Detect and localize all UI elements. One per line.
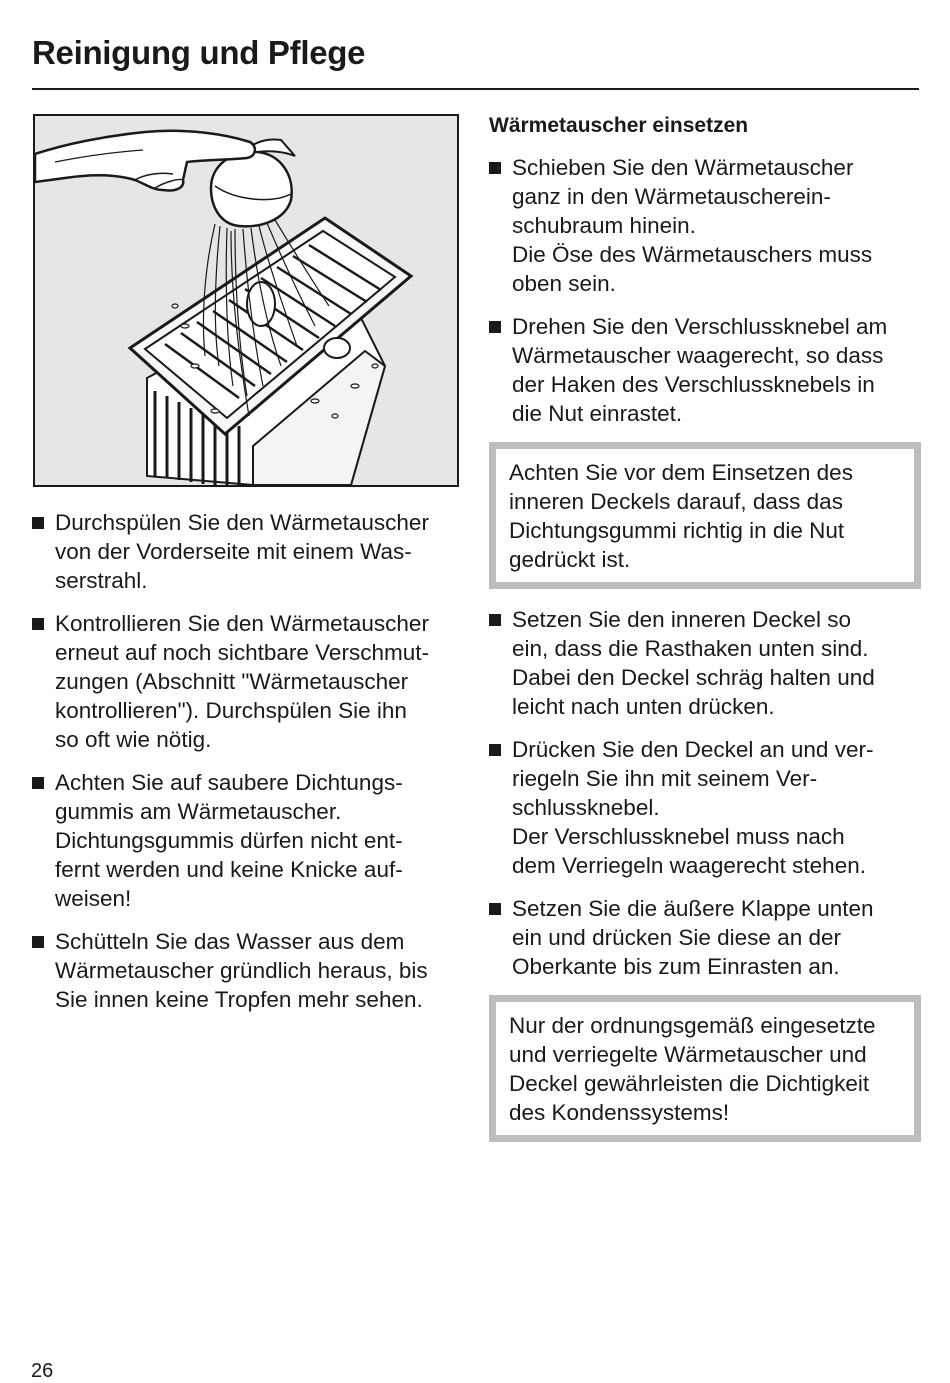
list-item: Drehen Sie den Verschlussknebel am Wärmetauscher waagerecht, so dass der Haken des Verschlussknebels in die Nut einrastet. [489, 312, 921, 428]
section-heading: Wärmetauscher einsetzen [489, 114, 749, 137]
list-item: Setzen Sie die äußere Klappe unten ein und drücken Sie diese an der Oberkante bis zum Einrasten an. [489, 894, 921, 981]
list-item: Drücken Sie den Deckel an und ver- riegeln Sie ihn mit seinem Ver- schlussknebel. Der Verschlussknebel muss nach dem Verriegeln waagerecht stehen. [489, 735, 921, 880]
list-item: Schieben Sie den Wärmetauscher ganz in den Wärmetauscherein- schubraum hinein. Die Öse des Wärmetauschers muss oben sein. [489, 153, 921, 298]
right-column [489, 111, 921, 1158]
bullet-square-icon [489, 162, 501, 174]
cover-instructions-list [489, 605, 921, 981]
bullet-square-icon [32, 936, 44, 948]
insert-instructions-list [489, 153, 921, 428]
list-item: Schütteln Sie das Wasser aus dem Wärmetauscher gründlich heraus, bis Sie innen keine Tropfen mehr sehen. [32, 927, 462, 1014]
page-number: 26 [31, 1360, 54, 1382]
rinse-drawing [35, 116, 457, 485]
bullet-square-icon [489, 903, 501, 915]
rinse-instructions-list [32, 508, 462, 1014]
left-column [32, 508, 462, 1028]
bullet-square-icon [32, 618, 44, 630]
bullet-square-icon [32, 777, 44, 789]
page-title: Reinigung und Pflege [32, 34, 366, 71]
bullet-square-icon [489, 321, 501, 333]
list-item: Kontrollieren Sie den Wärmetauscher erneut auf noch sichtbare Verschmut- zungen (Abschnitt "Wärmetauscher kontrollieren"). Durchspülen Sie ihn so oft wie nötig. [32, 609, 462, 754]
title-divider [32, 88, 919, 90]
bullet-square-icon [489, 744, 501, 756]
bullet-square-icon [489, 614, 501, 626]
note-box-tightness: Nur der ordnungsgemäß eingesetzte und verriegelte Wärmetauscher und Deckel gewährleisten die Dichtigkeit des Kondenssystems! [489, 995, 921, 1142]
bullet-square-icon [32, 517, 44, 529]
note-box-seal: Achten Sie vor dem Einsetzen des inneren Deckels darauf, dass das Dichtungsgummi richtig in die Nut gedrückt ist. [489, 442, 921, 589]
list-item: Achten Sie auf saubere Dichtungs- gummis am Wärmetauscher. Dichtungsgummis dürfen nicht ent- fernt werden und keine Knicke auf- weisen! [32, 768, 462, 913]
heat-exchanger-rinsing-illustration [33, 114, 459, 487]
list-item: Durchspülen Sie den Wärmetauscher von der Vorderseite mit einem Was- serstrahl. [32, 508, 462, 595]
list-item: Setzen Sie den inneren Deckel so ein, dass die Rasthaken unten sind. Dabei den Deckel schräg halten und leicht nach unten drücken. [489, 605, 921, 721]
